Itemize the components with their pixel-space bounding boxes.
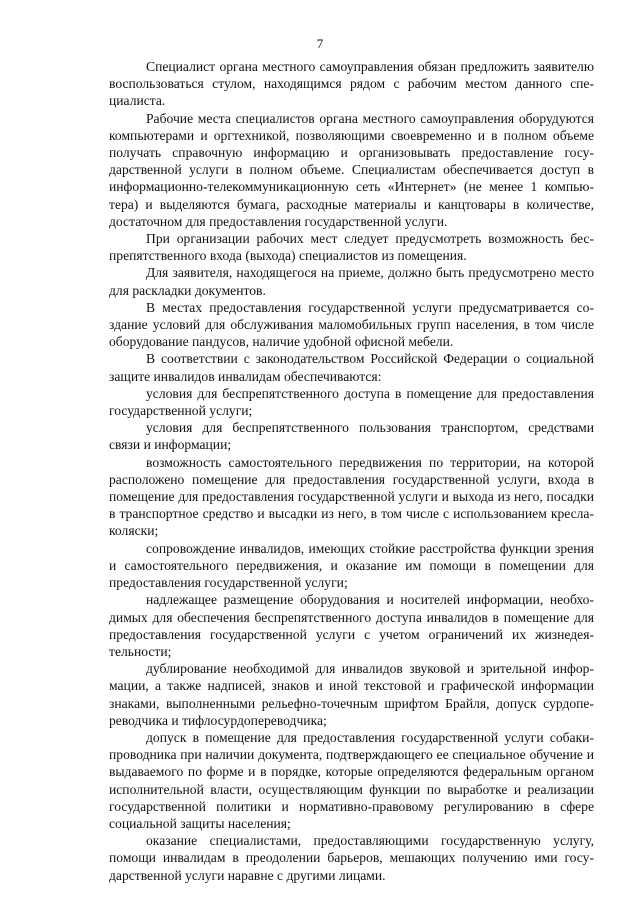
paragraph-transport-conditions: условия для беспрепятственного пользования транспортом, средствами связи и информации; bbox=[109, 420, 594, 453]
paragraph-specialist-help: оказание специалистами, предоставляющими государственную услугу, помощи инвалидам в преодолении барьеров, мешающих получению ими государственной услуги наравне с другими лицами. bbox=[109, 833, 594, 883]
paragraph-document-space: Для заявителя, находящегося на приеме, должно быть предусмотрено место для раскладки документов. bbox=[109, 265, 594, 298]
paragraph-low-mobility: В местах предоставления государственной услуги предусматривается создание условий для обслуживания маломобильных групп населения, в том числе оборудование пандусов, наличие удобной офисной мебели. bbox=[109, 299, 594, 350]
paragraph-access-conditions: условия для беспрепятственного доступа в помещение для предоставления государственной услуги; bbox=[109, 385, 594, 419]
paragraph-escort: сопровождение инвалидов, имеющих стойкие расстройства функции зрения и самостоятельного передвижения, и оказание им помощи в помещении для предоставления государственной услуги; bbox=[109, 540, 594, 591]
paragraph-workplace-equipment: Рабочие места специалистов органа местного самоуправления оборудуются компьютерами и оргтехникой, позволяющими своевременно и в полном объеме получать справочную информацию и организовывать предоставление государственной услуги в полном объеме. Специалистам обеспечивается доступ в информационно-телекоммуникационную сеть «Интернет» (не менее 1 компьютера) и выделяются бумага, расходные материалы и канцтовары в количестве, достаточном для предоставления государственной услуги. bbox=[109, 110, 594, 229]
paragraph-info-duplication: дублирование необходимой для инвалидов звуковой и зрительной информации, а также надписей, знаков и иной текстовой и графической информации знаками, выполненными рельефно-точечным шрифтом Брайля, допуск сурдопереводчика и тифлосурдопереводчика; bbox=[109, 661, 594, 728]
page-number: 7 bbox=[316, 36, 324, 51]
paragraph-equipment-placement: надлежащее размещение оборудования и носителей информации, необходимых для обеспечения беспрепятственного доступа инвалидов в помещение для предоставления государственной услуги с учетом ограничений их жизнедеятельности; bbox=[109, 592, 594, 659]
paragraph-workplace-exit: При организации рабочих мест следует предусмотреть возможность беспрепятственного входа (выхода) специалистов из помещения. bbox=[109, 231, 594, 264]
paragraph-guide-dog: допуск в помещение для предоставления государственной услуги собаки-проводника при наличии документа, подтверждающего ее специальное обучение и выдаваемого по форме и в порядке, которые определяются федеральным органом исполнительной власти, осуществляющим функции по выработке и реализации государственной политики и нормативно-правовому регулированию в сфере социальной защиты населения; bbox=[109, 729, 594, 831]
paragraph-independent-movement: возможность самостоятельного передвижения по территории, на которой расположено помещение для предоставления государственной услуги, входа в помещение для предоставления государственной услуги и выхода из него, посадки в транспортное средство и высадки из него, в том числе с использованием кресла-коляски; bbox=[109, 454, 594, 539]
paragraph-disability-law: В соответствии с законодательством Российской Федерации о социальной защите инвалидов инвалидам обеспечиваются: bbox=[109, 351, 594, 384]
body-text bbox=[109, 58, 594, 884]
paragraph-chair-offer: Специалист органа местного самоуправления обязан предложить заявителю воспользоваться стулом, находящимся рядом с рабочим местом данного специалиста. bbox=[109, 59, 594, 109]
